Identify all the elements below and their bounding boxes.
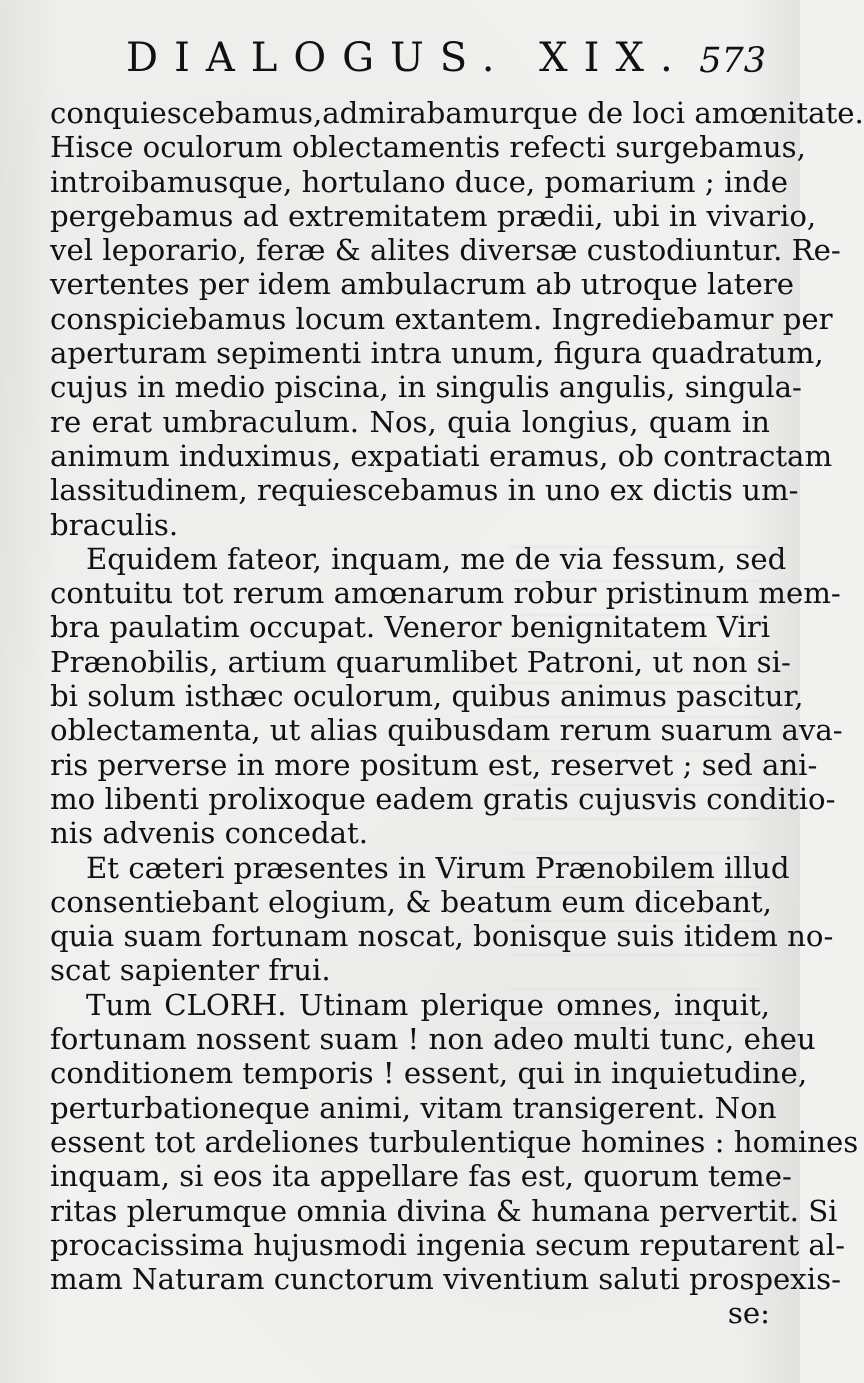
paragraph-end-line: nis advenis concedat. <box>50 816 369 851</box>
text-line: perturbationeque animi, vitam transigerent. Non <box>50 1090 777 1125</box>
text-line: cujus in medio piscina, in singulis angulis, singula- <box>50 370 802 405</box>
running-head: DIALOGUS. XIX. <box>126 35 689 81</box>
speaker-paragraph-start-line: Tum CLORH. Utinam plerique omnes, inquit, <box>86 987 770 1022</box>
page-number: 573 <box>699 41 766 81</box>
text-line: bi solum isthæc oculorum, quibus animus pascitur, <box>50 679 804 714</box>
text-line: quia suam fortunam noscat, bonisque suis itidem no- <box>50 919 834 954</box>
text-line: Hisce oculorum oblectamentis refecti surgebamus, <box>50 130 806 165</box>
text-line: bra paulatim occupat. Veneror benignitatem Viri <box>50 610 771 645</box>
text-line: fortunam nossent suam ! non adeo multi tunc, eheu <box>50 1022 816 1057</box>
text-line: procacissima hujusmodi ingenia secum reputarent al- <box>50 1227 845 1262</box>
text-line: introibamusque, hortulano duce, pomarium ; inde <box>50 164 789 199</box>
text-line: ris perverse in more positum est, reservet ; sed ani- <box>50 747 818 782</box>
page-header <box>0 35 800 90</box>
text-line: re erat umbraculum. Nos, quia longius, quam in <box>50 404 770 439</box>
text-line: conquiescebamus,admirabamurque de loci amœnitate. <box>50 96 864 130</box>
text-line: Prænobilis, artium quarumlibet Patroni, ut non si- <box>50 644 791 679</box>
text-line: mam Naturam cunctorum viventium saluti prospexis- <box>50 1262 841 1297</box>
text-line: conditionem temporis ! essent, qui in inquietudine, <box>50 1056 808 1091</box>
paragraph-end-line: scat sapienter frui. <box>50 953 331 988</box>
paragraph-end-line: braculis. <box>50 507 179 542</box>
text-line: aperturam sepimenti intra unum, figura quadratum, <box>50 336 824 371</box>
text-line: essent tot ardeliones turbulentique homines : homines <box>50 1124 859 1159</box>
text-line: pergebamus ad extremitatem prædii, ubi in vivario, <box>50 198 817 233</box>
text-line: lassitudinem, requiescebamus in uno ex dictis um- <box>50 473 799 508</box>
paragraph-start-line: Equidem fateor, inquam, me de via fessum, sed <box>86 541 787 576</box>
text-line: mo libenti prolixoque eadem gratis cujusvis conditio- <box>50 781 836 816</box>
text-line: oblectamenta, ut alias quibusdam rerum suarum ava- <box>50 713 843 748</box>
text-line: vertentes per idem ambulacrum ab utroque latere <box>50 267 794 302</box>
main-text <box>50 96 864 1331</box>
paragraph-start-line: Et cæteri præsentes in Virum Prænobilem illud <box>86 850 790 885</box>
text-line: vel leporario, feræ & alites diversæ custodiuntur. Re- <box>50 233 841 268</box>
catchword-line: se: <box>727 1296 770 1331</box>
text-line: animum induximus, expatiati eramus, ob contractam <box>50 438 833 473</box>
text-line: ritas plerumque omnia divina & humana pervertit. Si <box>50 1193 838 1228</box>
text-line: contuitu tot rerum amœnarum robur pristinum mem- <box>50 576 841 611</box>
text-line: consentiebant elogium, & beatum eum dicebant, <box>50 884 772 919</box>
text-line: inquam, si eos ita appellare fas est, quorum teme- <box>50 1159 792 1194</box>
text-line: conspiciebamus locum extantem. Ingrediebamur per <box>50 301 833 336</box>
